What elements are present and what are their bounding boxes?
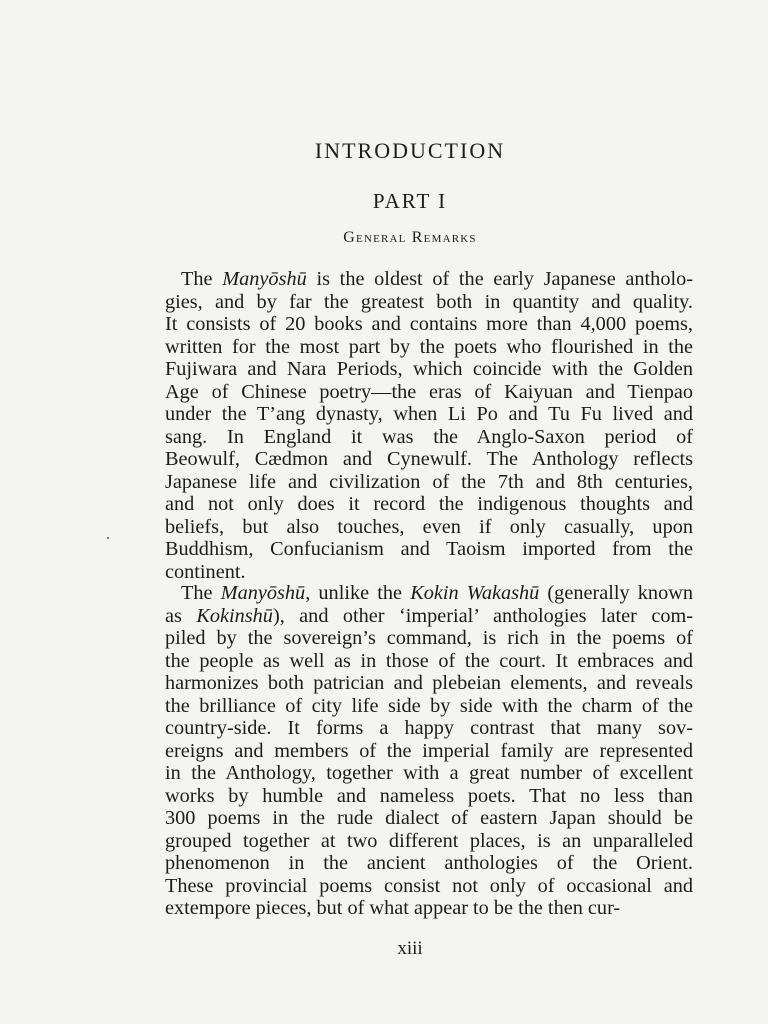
page-number: xiii	[397, 938, 423, 959]
page-speck	[107, 537, 109, 539]
text-line: the brilliance of city life side by side with the charm of the	[165, 694, 693, 717]
text-line: under the T’ang dynasty, when Li Po and Tu Fu lived and	[165, 403, 693, 425]
text-line: The Manyōshū is the oldest of the early Japanese antholo-	[181, 268, 693, 290]
text-line: and not only does it record the indigenous thoughts and	[165, 493, 693, 515]
text-line: written for the most part by the poets who flourished in the	[165, 335, 693, 358]
text-line: piled by the sovereign’s command, is rich in the poems of	[165, 627, 693, 649]
text-line: gies, and by far the greatest both in quantity and quality.	[165, 290, 693, 313]
text-line: as Kokinshū), and other ‘imperial’ anthologies later com-	[165, 604, 693, 627]
part-heading: PART I	[372, 189, 448, 213]
text-line: Japanese life and civilization of the 7th and 8th centuries,	[165, 470, 693, 493]
chapter-title: INTRODUCTION	[314, 138, 506, 163]
text-line: the people as well as in those of the court. It embraces and	[165, 649, 693, 672]
text-line: in the Anthology, together with a great number of excellent	[165, 762, 693, 784]
text-line: works by humble and nameless poets. That no less than	[165, 784, 693, 807]
text-line: The Manyōshū, unlike the Kokin Wakashū (generally known	[181, 582, 693, 604]
text-line: Beowulf, Cædmon and Cynewulf. The Anthology reflects	[165, 448, 693, 470]
text-line: phenomenon in the ancient anthologies of the Orient.	[165, 852, 693, 874]
text-line: These provincial poems consist not only of occasional and	[165, 874, 693, 897]
text-line: grouped together at two different places, is an unparalleled	[165, 829, 693, 852]
text-line: extempore pieces, but of what appear to be the then cur-	[165, 897, 621, 919]
text-line: ereigns and members of the imperial family are represented	[165, 739, 693, 762]
text-line: beliefs, but also touches, even if only casually, upon	[165, 515, 693, 538]
text-line: 300 poems in the rude dialect of eastern Japan should be	[165, 807, 693, 829]
text-line: sang. In England it was the Anglo-Saxon period of	[165, 425, 693, 448]
text-line: country-side. It forms a happy contrast that many sov-	[165, 717, 693, 739]
section-heading: General Remarks	[343, 229, 477, 246]
text-line: It consists of 20 books and contains more than 4,000 poems,	[165, 313, 693, 335]
text-line: harmonizes both patrician and plebeian elements, and reveals	[165, 672, 693, 694]
text-line: Age of Chinese poetry—the eras of Kaiyuan and Tienpao	[165, 380, 693, 403]
text-line: Buddhism, Confucianism and Taoism imported from the	[165, 538, 693, 560]
text-line: Fujiwara and Nara Periods, which coincide with the Golden	[165, 358, 693, 380]
text-line: continent.	[165, 560, 246, 583]
